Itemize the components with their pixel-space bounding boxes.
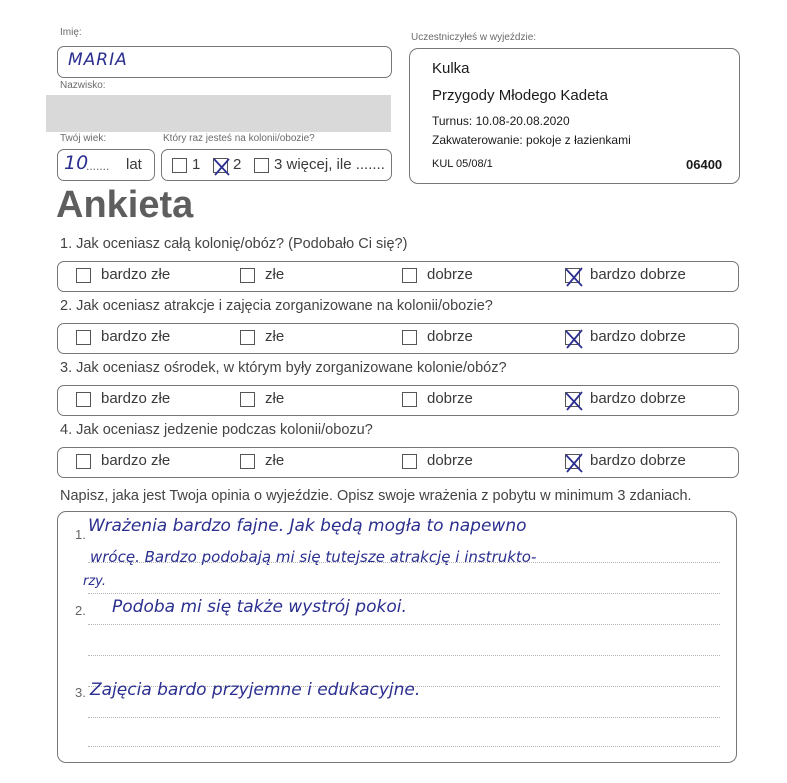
ktory-raz-checkbox-2[interactable] [213, 158, 228, 173]
opinion-number-3: 3. [75, 685, 86, 700]
checkmark-x-icon [564, 452, 585, 474]
question-3-text: 3. Jak oceniasz ośrodek, w którym były zorganizowane kolonie/obóz? [60, 360, 507, 376]
imie-value: MARIA [68, 50, 128, 70]
question-4-checkbox-2[interactable] [240, 454, 255, 469]
question-3-option-4-label: bardzo dobrze [590, 390, 686, 407]
question-3-checkbox-3[interactable] [402, 392, 417, 407]
checkmark-x-icon [212, 156, 231, 177]
ktory-raz-option-1: 1 [192, 156, 201, 173]
opinion-number-2: 2. [75, 603, 86, 618]
dotted-line [88, 746, 720, 747]
question-2-option-1-label: bardzo złe [101, 328, 171, 345]
question-3-checkbox-4[interactable] [565, 392, 580, 407]
checkmark-x-icon [564, 390, 585, 412]
ticket-turnus: Turnus: 10.08-20.08.2020 [432, 114, 570, 128]
question-2-checkbox-1[interactable] [76, 330, 91, 345]
opinion-line-2: wrócę. Bardzo podobają mi się tutejsze atrakcję i instrukto- [90, 548, 537, 566]
checkmark-x-icon [564, 328, 585, 350]
opinion-line-1: Wrażenia bardzo fajne. Jak będą mogła to napewno [88, 516, 527, 536]
question-1-checkbox-3[interactable] [402, 268, 417, 283]
question-1-checkbox-2[interactable] [240, 268, 255, 283]
question-1-checkbox-4[interactable] [565, 268, 580, 283]
wiek-dots: ....... [86, 159, 110, 173]
ktory-raz-checkbox-3[interactable] [254, 158, 269, 173]
question-4-text: 4. Jak oceniasz jedzenie podczas kolonii/obozu? [60, 422, 373, 438]
question-1-option-1-label: bardzo złe [101, 266, 171, 283]
question-2-option-4-label: bardzo dobrze [590, 328, 686, 345]
nazwisko-redacted [46, 95, 391, 132]
question-2-option-2-label: złe [265, 328, 285, 345]
question-4-option-4-label: bardzo dobrze [590, 452, 686, 469]
question-1-text: 1. Jak oceniasz całą kolonię/obóz? (Podobało Ci się?) [60, 236, 408, 252]
question-2-checkbox-2[interactable] [240, 330, 255, 345]
question-1-checkbox-1[interactable] [76, 268, 91, 283]
opinion-number-1: 1. [75, 527, 86, 542]
question-2-checkbox-3[interactable] [402, 330, 417, 345]
imie-field[interactable] [57, 46, 392, 78]
question-3-checkbox-1[interactable] [76, 392, 91, 407]
question-4-option-1-label: bardzo złe [101, 452, 171, 469]
wiek-label: Twój wiek: [60, 133, 107, 144]
question-4-checkbox-1[interactable] [76, 454, 91, 469]
ticket-zakwaterowanie: Zakwaterowanie: pokoje z łazienkami [432, 133, 631, 147]
opinion-line-3: rzy. [83, 574, 106, 589]
imie-label: Imię: [60, 27, 82, 38]
wiek-suffix: lat [126, 156, 142, 173]
question-3-option-2-label: złe [265, 390, 285, 407]
question-4-checkbox-4[interactable] [565, 454, 580, 469]
question-1-option-4-label: bardzo dobrze [590, 266, 686, 283]
dotted-line [88, 717, 720, 718]
ktory-raz-field [161, 149, 392, 181]
question-1-option-2-label: złe [265, 266, 285, 283]
ktory-raz-option-3: 3 więcej, ile ....... [274, 156, 385, 173]
opinion-prompt: Napisz, jaka jest Twoja opinia o wyjeździe. Opisz swoje wrażenia z pobytu w minimum 3 zdaniach. [60, 488, 692, 504]
question-4-option-2-label: złe [265, 452, 285, 469]
opinion-line-4: Podoba mi się także wystrój pokoi. [112, 597, 407, 617]
question-4-option-3-label: dobrze [427, 452, 473, 469]
wiek-value: 10 [64, 152, 89, 174]
dotted-line [88, 593, 720, 594]
ticket-number: 06400 [686, 157, 723, 172]
question-3-checkbox-2[interactable] [240, 392, 255, 407]
checkmark-x-icon [564, 266, 585, 288]
question-4-checkbox-3[interactable] [402, 454, 417, 469]
ktory-raz-option-2: 2 [233, 156, 242, 173]
dotted-line [88, 624, 720, 625]
question-3-option-1-label: bardzo złe [101, 390, 171, 407]
ticket-line1: Kulka [432, 60, 470, 77]
ticket-code: KUL 05/08/1 [432, 158, 493, 170]
question-3-option-3-label: dobrze [427, 390, 473, 407]
question-2-option-3-label: dobrze [427, 328, 473, 345]
ktory-raz-checkbox-1[interactable] [172, 158, 187, 173]
question-2-text: 2. Jak oceniasz atrakcje i zajęcia zorganizowane na kolonii/obozie? [60, 298, 493, 314]
question-1-option-3-label: dobrze [427, 266, 473, 283]
ticket-label: Uczestniczyłeś w wyjeździe: [411, 32, 537, 43]
nazwisko-label: Nazwisko: [60, 80, 106, 91]
question-2-checkbox-4[interactable] [565, 330, 580, 345]
wiek-field[interactable] [57, 149, 155, 181]
page-title: Ankieta [56, 184, 194, 226]
ticket-line2: Przygody Młodego Kadeta [432, 87, 608, 104]
dotted-line [88, 655, 720, 656]
opinion-line-5: Zajęcia bardo przyjemne i edukacyjne. [90, 680, 421, 700]
ktory-raz-label: Który raz jesteś na kolonii/obozie? [163, 133, 315, 144]
